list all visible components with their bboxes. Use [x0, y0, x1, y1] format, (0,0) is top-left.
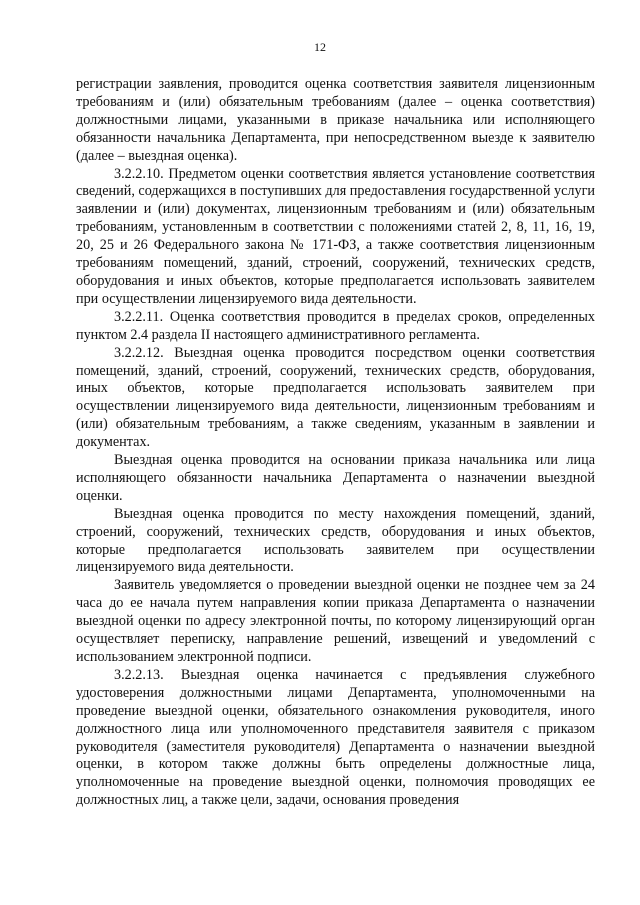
paragraph-3-2-2-10: 3.2.2.10. Предметом оценки соответствия является установление соответствия сведений, содержащихся в поступивших для предоставления государственной услуги заявлении и (или) документах, лицензионным требованиям и (или) обязательным требованиям, установленным в соответствии с положениями статей 2, 8, 11, 16, 19, 20, 25 и 26 Федерального закона № 171-ФЗ, а также соответствия лицензионным требованиям помещений, зданий, строений, сооружений, технических средств, оборудования и иных объектов, которые предполагается использовать заявителем при осуществлении лицензируемого вида деятельности.	[76, 165, 595, 307]
document-body	[76, 76, 595, 810]
paragraph-3-2-2-13: 3.2.2.13. Выездная оценка начинается с предъявления служебного удостоверения должностными лицами Департамента, уполномоченными на проведение выездной оценки, обязательного ознакомления руководителя, иного должностного лица или уполномоченного представителя заявителя с приказом руководителя (заместителя руководителя) Департамента о назначении выездной оценки, в котором также должны быть определены должностные лица, уполномоченные на проведение выездной оценки, полномочия проводящих ее должностных лиц, а также цели, задачи, основания проведения	[76, 666, 595, 809]
paragraph-notification: Заявитель уведомляется о проведении выездной оценки не позднее чем за 24 часа до ее начала путем направления копии приказа Департамента о назначении выездной оценки по адресу электронной почты, по которому лицензирующий орган осуществляет переписку, направление решений, извещений и уведомлений с использованием электронной подписи.	[76, 577, 595, 665]
paragraph-3-2-2-11: 3.2.2.11. Оценка соответствия проводится в пределах сроков, определенных пунктом 2.4 раздела II настоящего административного регламента.	[76, 308, 595, 343]
paragraph-continuation: регистрации заявления, проводится оценка соответствия заявителя лицензионным требованиям и (или) обязательным требованиям (далее – оценка соответствия) должностными лицами, указанными в приказе начальника или исполняющего обязанности начальника Департамента, при непосредственном выезде к заявителю (далее – выездная оценка).	[76, 76, 595, 164]
paragraph-order-basis: Выездная оценка проводится на основании приказа начальника или лица исполняющего обязанности начальника Департамента о назначении выездной оценки.	[76, 452, 595, 504]
page-number: 12	[314, 40, 326, 54]
paragraph-location: Выездная оценка проводится по месту нахождения помещений, зданий, строений, сооружений, технических средств, оборудования и иных объектов, которые предполагается использовать заявителем при осуществлении лицензируемого вида деятельности.	[76, 505, 595, 576]
paragraph-3-2-2-12: 3.2.2.12. Выездная оценка проводится посредством оценки соответствия помещений, зданий, строений, сооружений, технических средств, оборудования, иных объектов, которые предполагается использовать заявителем при осуществлении лицензируемого вида деятельности, лицензионным требованиям и (или) обязательным требованиям, а также сведениям, указанным в заявлении и документах.	[76, 344, 595, 451]
